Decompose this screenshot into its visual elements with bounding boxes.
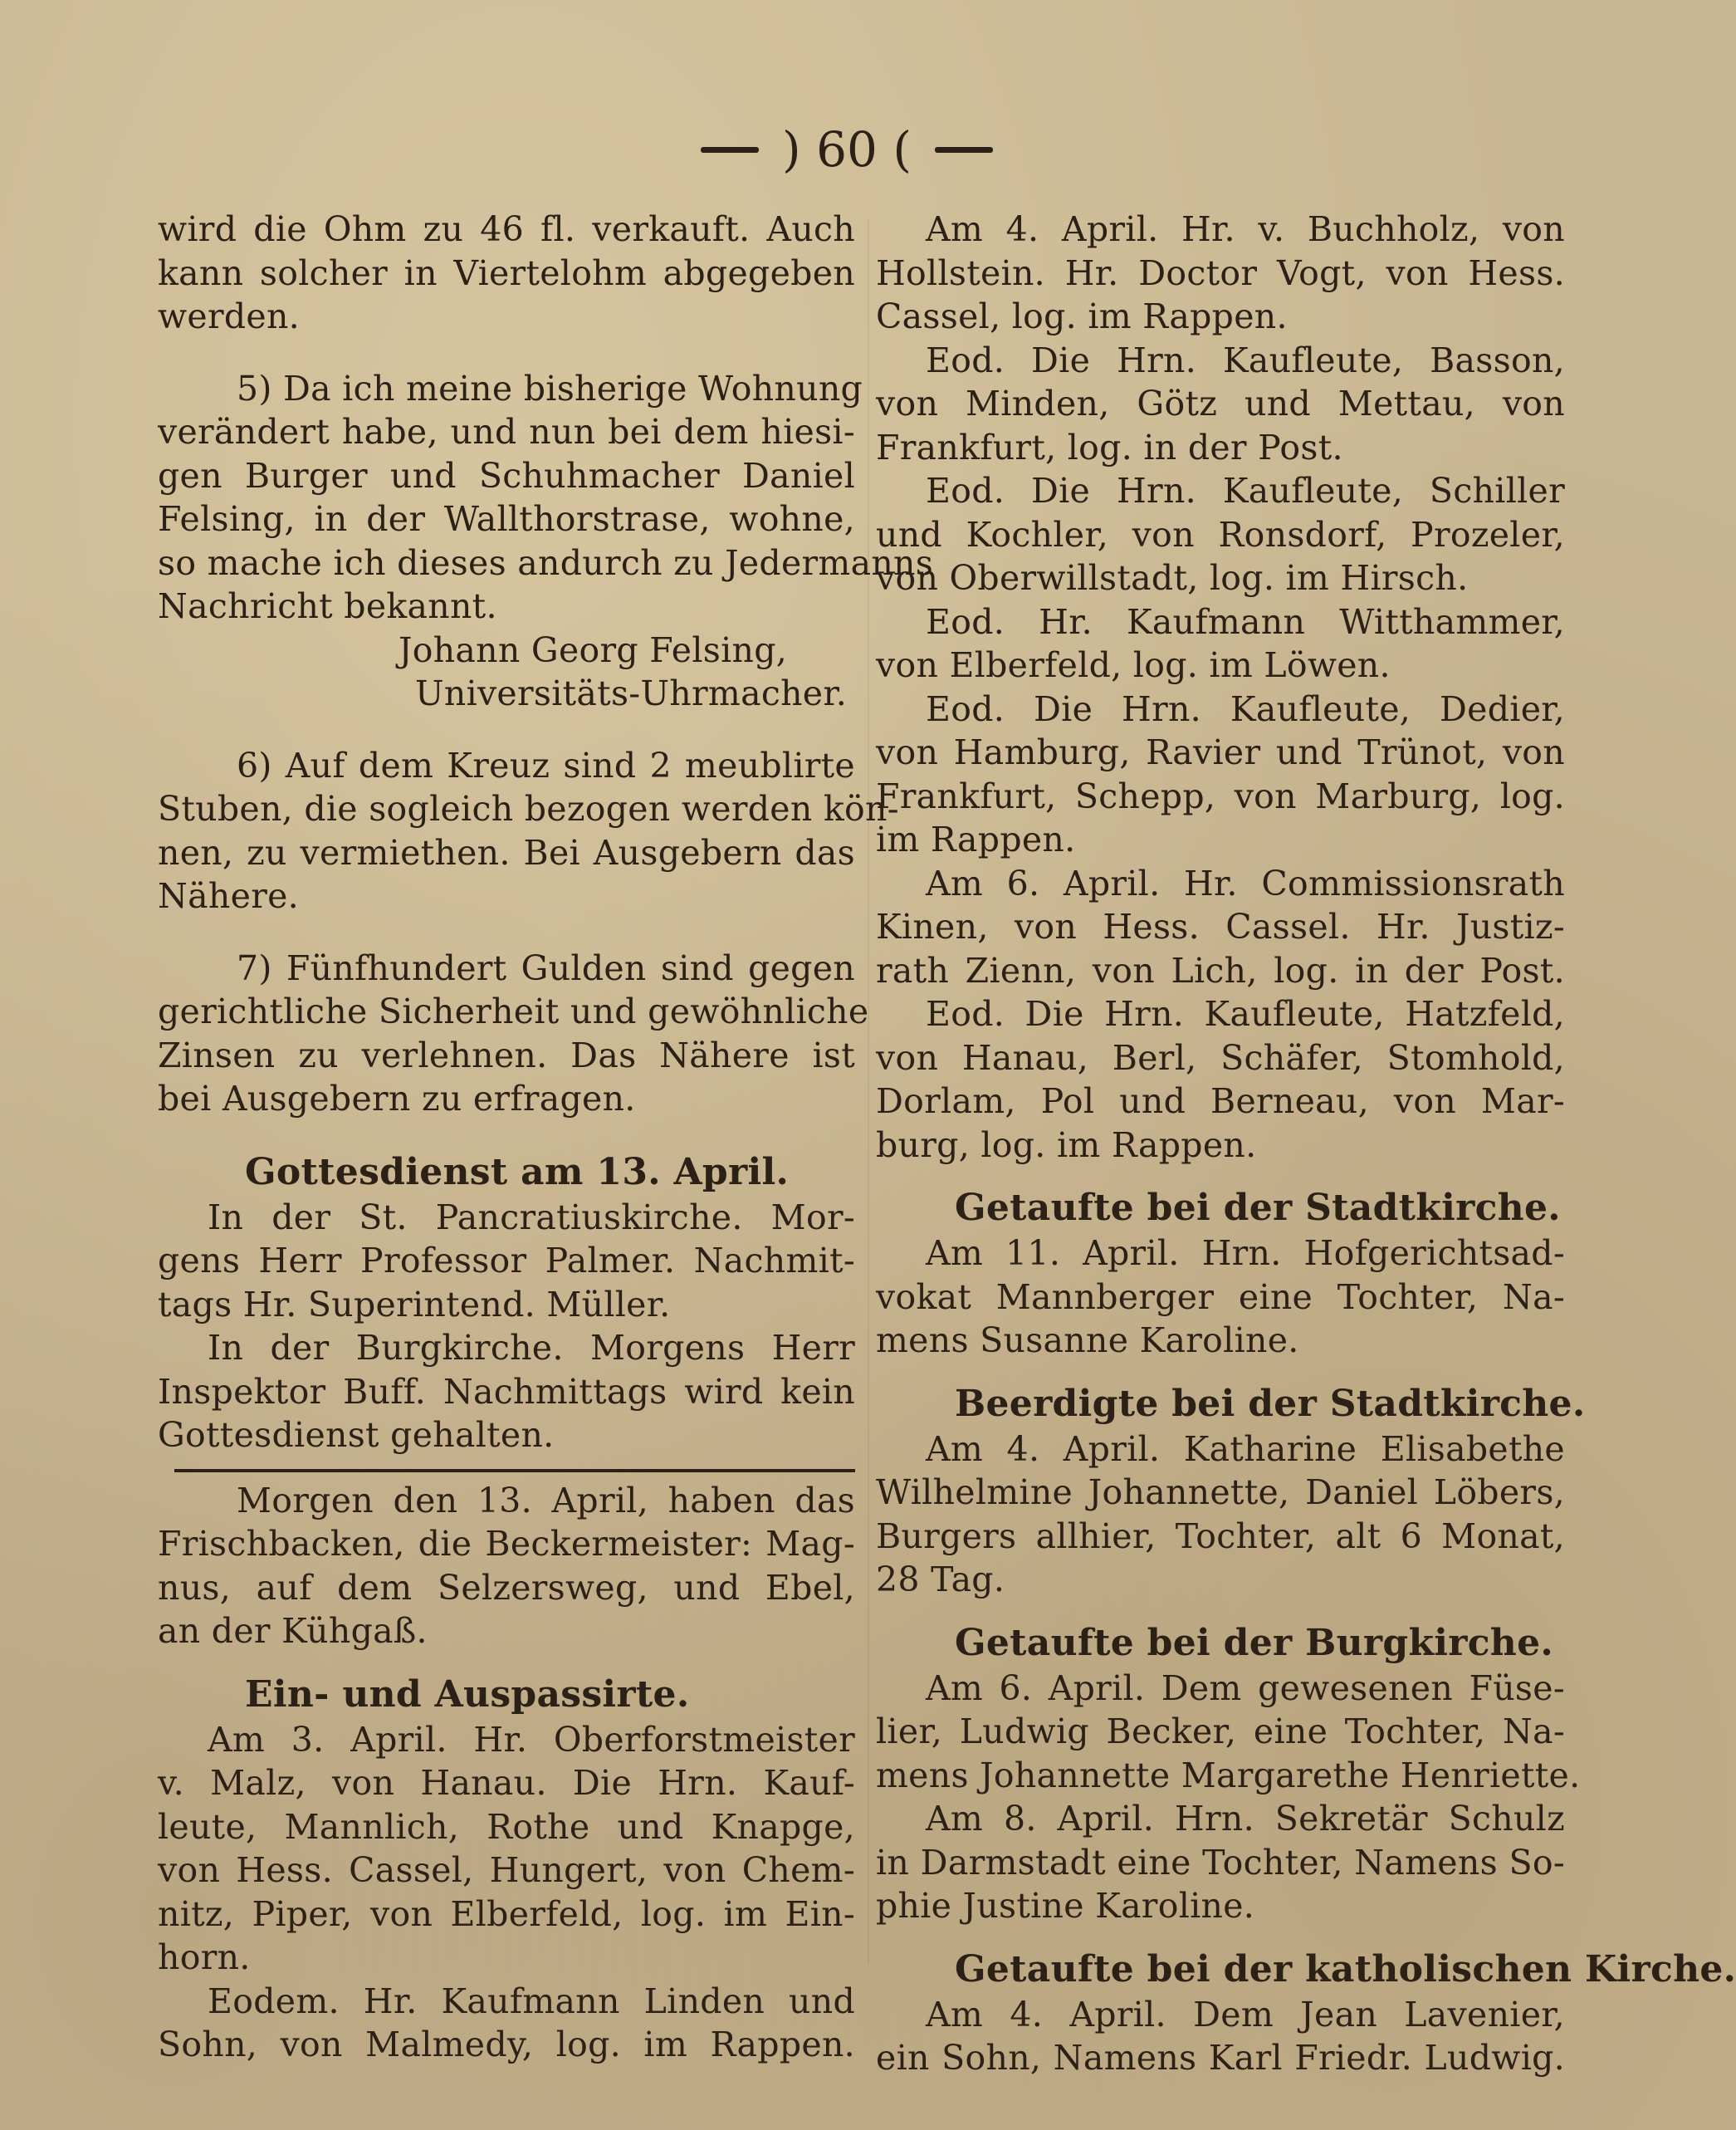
signature-title: Universitäts-Uhrmacher. [415,673,848,713]
section-heading: Getaufte bei der katholischen Kirche. [955,1947,1736,1990]
column-gutter [868,220,869,1964]
text-line: Am 11. April. Hrn. Hofgerichtsad- [926,1233,1565,1273]
text-line: gen Burger und Schuhmacher Daniel [158,455,855,496]
left-column [158,208,934,2067]
text-line: lier, Ludwig Becker, eine Tochter, Na- [876,1711,1565,1751]
right-column [876,208,1736,2080]
bakers-notice [158,1479,855,1653]
text-line: Eod. Die Hrn. Kaufleute, Basson, [926,340,1565,380]
text-line: in Darmstadt eine Tochter, Namens So- [876,1842,1565,1883]
text-line: nen, zu vermiethen. Bei Ausgebern das [158,832,855,873]
section-rule [174,1469,855,1472]
text-line: von Oberwillstadt, log. im Hirsch. [876,558,1469,598]
text-line: Frischbacken, die Beckermeister: Mag- [158,1524,855,1564]
text-line: Inspektor Buff. Nachmittags wird kein [158,1371,855,1412]
section-heading: Getaufte bei der Burgkirche. [955,1621,1554,1664]
header-dash-left [701,147,759,153]
text-line: nus, auf dem Selzersweg, und Ebel, [158,1567,855,1608]
text-line: In der Burgkirche. Morgens Herr [208,1328,855,1368]
baptized-catholic [876,1946,1736,2080]
buried-stadtkirche [876,1381,1586,1602]
text-line: v. Malz, von Hanau. Die Hrn. Kauf- [158,1763,855,1803]
text-line: Kinen, von Hess. Cassel. Hr. Justiz- [876,907,1565,947]
ad-7 [158,947,869,1121]
text-line: Zinsen zu verlehnen. Das Nähere ist [158,1035,855,1075]
text-line: 7) Fünfhundert Gulden sind gegen [237,947,855,988]
text-line: von Hess. Cassel, Hungert, von Chem- [158,1850,855,1890]
text-line: horn. [158,1937,251,1977]
ad-wine [158,208,855,339]
text-line: Am 6. April. Hr. Commissionsrath [926,863,1565,903]
baptized-burgkirche [876,1620,1581,1928]
text-line: werden. [158,296,301,336]
text-line: Hollstein. Hr. Doctor Vogt, von Hess. [876,252,1565,293]
text-line: von Hanau, Berl, Schäfer, Stomhold, [876,1037,1565,1078]
text-line: Am 6. April. Dem gewesenen Füse- [926,1667,1565,1708]
text-line: gens Herr Professor Palmer. Nachmit- [158,1241,855,1280]
text-line: von Minden, Götz und Mettau, von [876,384,1565,424]
text-line: mens Johannette Margarethe Henriette. [876,1755,1581,1795]
text-line: Nähere. [158,876,299,916]
text-line: Felsing, in der Wallthorstrase, wohne, [158,499,855,539]
text-line: verändert habe, und nun bei dem hiesi- [158,412,855,452]
text-line: kann solcher in Viertelohm abgegeben [158,252,855,293]
arrivals-section [158,1672,855,2067]
text-line: Eod. Die Hrn. Kaufleute, Dedier, [926,688,1565,729]
text-line: 5) Da ich meine bisherige Wohnung [237,368,863,409]
section-heading: Beerdigte bei der Stadtkirche. [955,1382,1586,1425]
text-line: Gottesdienst gehalten. [158,1415,555,1455]
section-heading: Gottesdienst am 13. April. [245,1150,790,1193]
page-header [656,116,1038,183]
text-line: Wilhelmine Johannette, Daniel Löbers, [876,1472,1565,1512]
text-line: wird die Ohm zu 46 fl. verkauft. Auch [158,209,855,249]
text-line: 6) Auf dem Kreuz sind 2 meublirte [237,745,855,786]
text-line: Dorlam, Pol und Berneau, von Mar- [876,1081,1565,1121]
ad-5 [158,367,934,716]
text-line: Stuben, die sogleich bezogen werden kön- [158,789,899,829]
text-line: Nachricht bekannt. [158,586,497,626]
text-line: Eod. Die Hrn. Kaufleute, Hatzfeld, [926,994,1565,1034]
text-line: Sohn, von Malmedy, log. im Rappen. [158,2025,855,2064]
text-line: ein Sohn, Namens Karl Friedr. Ludwig. [876,2038,1565,2078]
text-line: Am 8. April. Hrn. Sekretär Schulz [926,1799,1565,1839]
section-heading: Getaufte bei der Stadtkirche. [955,1187,1561,1229]
text-line: Eod. Hr. Kaufmann Witthammer, [926,601,1565,642]
text-line: Frankfurt, log. in der Post. [876,427,1343,468]
text-line: im Rappen. [876,820,1076,859]
service-section [158,1149,855,1457]
ad-6 [158,744,899,918]
text-line: Eodem. Hr. Kaufmann Linden und [208,1981,855,2021]
text-line: Eod. Die Hrn. Kaufleute, Schiller [926,471,1565,511]
text-line: Burgers allhier, Tochter, alt 6 Monat, [876,1515,1565,1556]
text-line: Morgen den 13. April, haben das [237,1480,855,1520]
text-line: so mache ich dieses andurch zu Jedermanns [158,542,934,583]
text-line: burg, log. im Rappen. [876,1124,1257,1165]
text-line: und Kochler, von Ronsdorf, Prozeler, [876,514,1565,555]
header-dash-right [935,147,993,153]
text-line: Frankfurt, Schepp, von Marburg, log. [876,776,1565,816]
page-number: ) 60 ( [782,121,912,178]
baptized-stadtkirche [876,1185,1565,1363]
text-line: bei Ausgebern zu erfragen. [158,1079,636,1119]
arrivals-continued [876,208,1565,1167]
text-line: leute, Mannlich, Rothe und Knapge, [158,1806,855,1847]
text-line: phie Justine Karoline. [876,1886,1255,1926]
text-line: 28 Tag. [876,1560,1005,1599]
text-line: von Hamburg, Ravier und Trünot, von [876,732,1565,772]
text-line: gerichtliche Sicherheit und gewöhnliche [158,992,869,1031]
text-line: vokat Mannberger eine Tochter, Na- [876,1276,1565,1317]
text-line: Am 3. April. Hr. Oberforstmeister [208,1719,855,1760]
text-line: Am 4. April. Katharine Elisabethe [926,1428,1565,1469]
text-line: rath Zienn, von Lich, log. in der Post. [876,950,1565,991]
section-heading: Ein- und Auspassirte. [245,1672,690,1716]
text-line: In der St. Pancratiuskirche. Mor- [208,1197,855,1237]
text-line: nitz, Piper, von Elberfeld, log. im Ein- [158,1893,855,1934]
text-line: von Elberfeld, log. im Löwen. [876,645,1391,685]
text-line: an der Kühgaß. [158,1611,428,1651]
text-line: Am 4. April. Dem Jean Lavenier, [926,1994,1565,2035]
signature-name: Johann Georg Felsing, [399,629,788,670]
text-line: mens Susanne Karoline. [876,1320,1299,1360]
text-line: Cassel, log. im Rappen. [876,296,1288,336]
text-line: tags Hr. Superintend. Müller. [158,1284,671,1325]
text-line: Am 4. April. Hr. v. Buchholz, von [926,209,1565,249]
